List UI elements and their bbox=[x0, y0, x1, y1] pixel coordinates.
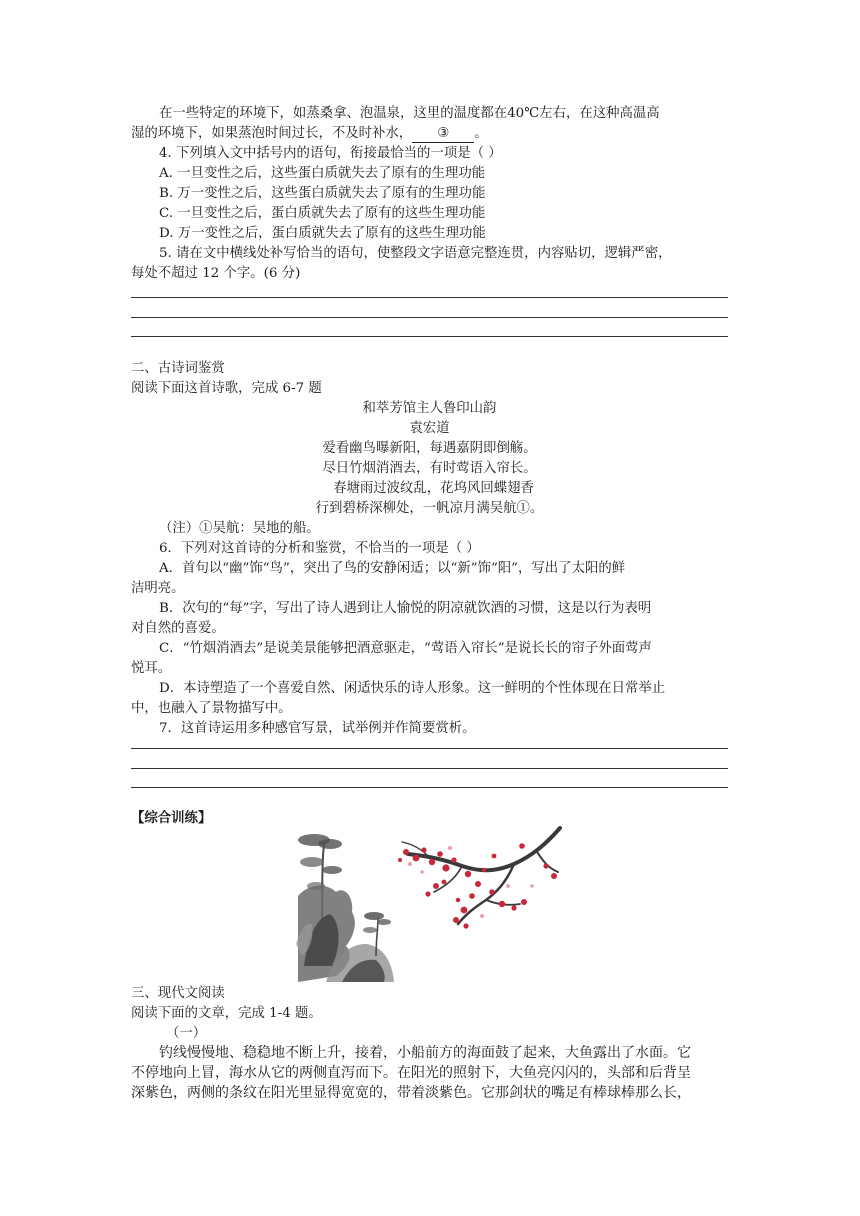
question-6-option-d-cont: 中，也融入了景物描写中。 bbox=[131, 701, 292, 716]
question-6-stem: 6．下列对这首诗的分析和鉴赏，不恰当的一项是（ ） bbox=[159, 541, 480, 556]
question-6-option-b-cont: 对自然的喜爱。 bbox=[131, 621, 225, 636]
question-7-stem: 7．这首诗运用多种感官写景，试举例并作简要赏析。 bbox=[159, 721, 476, 736]
question-4-stem: 4. 下列填入文中括号内的语句，衔接最恰当的一项是（ ） bbox=[159, 146, 502, 161]
answer-line[interactable] bbox=[131, 768, 728, 769]
question-4-option-c: C. 一旦变性之后，蛋白质就失去了原有的这些生理功能 bbox=[159, 206, 486, 221]
section-3-instruction: 阅读下面的文章，完成 1-4 题。 bbox=[131, 1006, 322, 1021]
answer-line[interactable] bbox=[131, 748, 728, 749]
section-2-instruction: 阅读下面这首诗歌，完成 6-7 题 bbox=[131, 381, 322, 396]
question-6-option-b: B．次句的“每”字，写出了诗人遇到让人愉悦的阴凉就饮酒的习惯，这是以行为表明 bbox=[159, 601, 652, 616]
poem-line: 尽日竹烟消酒去，有时莺语入帘长。 bbox=[322, 461, 537, 476]
section-2-heading: 二、古诗词鉴赏 bbox=[131, 361, 225, 376]
ink-landscape-illustration bbox=[296, 826, 564, 982]
question-5-stem-cont: 每处不超过 12 个字。(6 分) bbox=[131, 266, 301, 281]
passage-paragraph-line: 钓线慢慢地、稳稳地不断上升，接着，小船前方的海面鼓了起来，大鱼露出了水面。它 bbox=[159, 1045, 691, 1061]
answer-line[interactable] bbox=[131, 317, 728, 318]
question-6-option-c-cont: 悦耳。 bbox=[131, 661, 172, 676]
poem-line: 春塘雨过波纹乱，花坞风回蝶翅香 bbox=[333, 481, 534, 496]
question-6-option-a-cont: 洁明亮。 bbox=[131, 581, 185, 596]
plum-blossom-branch-icon bbox=[398, 828, 560, 929]
question-5-stem: 5. 请在文中横线处补写恰当的语句，使整段文字语意完整连贯，内容贴切，逻辑严密， bbox=[159, 246, 672, 261]
comprehensive-training-label: 【综合训练】 bbox=[131, 811, 212, 826]
question-4-option-a: A. 一旦变性之后，这些蛋白质就失去了原有的生理功能 bbox=[159, 166, 486, 181]
poem-note: （注）①吴航：吴地的船。 bbox=[159, 521, 320, 536]
section-3-heading: 三、现代文阅读 bbox=[131, 986, 225, 1001]
passage-paragraph-line: 深紫色，两侧的条纹在阳光里显得宽宽的，带着淡紫色。它那剑状的嘴足有棒球棒那么长， bbox=[131, 1085, 691, 1101]
passage-part-label: （一） bbox=[166, 1026, 207, 1041]
poem-line: 爱看幽鸟曝新阳，每遇嘉阴即倒觞。 bbox=[322, 441, 537, 456]
passage-line-2 bbox=[131, 124, 488, 143]
answer-line[interactable] bbox=[131, 787, 728, 788]
passage-paragraph-line: 不停地向上冒，海水从它的两侧直泻而下。在阳光的照射下，大鱼亮闪闪的，头部和后背呈 bbox=[131, 1065, 691, 1081]
answer-line[interactable] bbox=[131, 297, 728, 298]
passage-line-1: 在一些特定的环境下，如蒸桑拿、泡温泉，这里的温度都在40℃左右，在这种高温高 bbox=[159, 106, 660, 121]
question-4-option-b: B. 万一变性之后，这些蛋白质就失去了原有的生理功能 bbox=[159, 186, 486, 201]
fill-blank-3[interactable]: ③ bbox=[412, 126, 474, 143]
poem-line: 行到碧桥深柳处，一帆凉月满吴航①。 bbox=[315, 501, 544, 516]
answer-line[interactable] bbox=[131, 336, 728, 337]
poem-author: 袁宏道 bbox=[409, 421, 450, 436]
ink-rocks bbox=[296, 886, 394, 982]
passage-line-2-text: 湿的环境下，如果蒸泡时间过长，不及时补水， bbox=[131, 126, 413, 141]
question-6-option-c: C．“竹烟消酒去”是说美景能够把酒意驱走，“莺语入帘长”是说长长的帘子外面莺声 bbox=[159, 641, 652, 656]
question-6-option-d: D．本诗塑造了一个喜爱自然、闲适快乐的诗人形象。这一鲜明的个性体现在日常举止 bbox=[159, 681, 666, 696]
question-6-option-a: A．首句以“幽”饰“鸟”，突出了鸟的安静闲适；以“新”饰“阳”，写出了太阳的鲜 bbox=[159, 561, 626, 576]
passage-line-2-end: 。 bbox=[474, 126, 488, 141]
poem-title: 和萃芳馆主人鲁印山韵 bbox=[362, 401, 497, 416]
question-4-option-d: D. 万一变性之后，蛋白质就失去了原有的这些生理功能 bbox=[159, 226, 486, 241]
